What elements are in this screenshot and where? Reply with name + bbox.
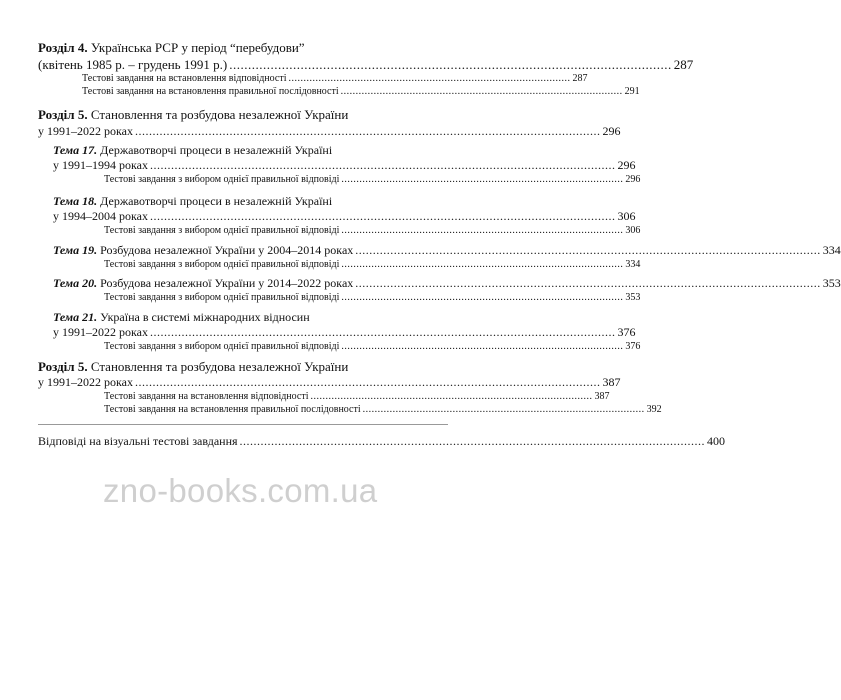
section-5b-test-1[interactable]: Тестові завдання на встановлення відповідності .............................................................................................. 387 bbox=[104, 391, 610, 402]
topic-18-test[interactable]: Тестові завдання з вибором однієї правильної відповіді .............................................................................................. 306 bbox=[104, 225, 641, 236]
topic-21-entry[interactable]: у 1991–2022 роках ..................................................................................................................................... 376 bbox=[53, 325, 636, 339]
topic-21-test[interactable]: Тестові завдання з вибором однієї правильної відповіді .............................................................................................. 376 bbox=[104, 341, 641, 352]
topic-19-entry[interactable]: Тема 19. Розбудова незалежної України у 2004–2014 роках ..................................................................................................................................... 334 bbox=[53, 243, 841, 257]
topic-20-entry[interactable]: Тема 20. Розбудова незалежної України у 2014–2022 роках ..................................................................................................................................... 353 bbox=[53, 276, 841, 290]
topic-18-heading: Тема 18. Державотворчі процеси в незалежній Україні bbox=[53, 194, 333, 208]
section-5b-heading: Розділ 5. Становлення та розбудова незалежної України bbox=[38, 359, 349, 374]
topic-17-heading: Тема 17. Державотворчі процеси в незалежній Україні bbox=[53, 143, 333, 157]
leader-dots: ...................................................................................................................... bbox=[229, 57, 672, 72]
answers-entry[interactable]: Відповіді на візуальні тестові завдання ..................................................................................................................................... 400 bbox=[38, 434, 726, 448]
section-5-heading: Розділ 5. Становлення та розбудова незалежної України bbox=[38, 107, 349, 122]
section-4-label: Розділ 4. bbox=[38, 40, 88, 55]
topic-17-entry[interactable]: у 1991–1994 роках ..................................................................................................................................... 296 bbox=[53, 158, 636, 172]
section-5b-test-2[interactable]: Тестові завдання на встановлення правильної послідовності .............................................................................................. 392 bbox=[104, 404, 662, 415]
section-4-test-2[interactable]: Тестові завдання на встановлення правильної послідовності .............................................................................................. 291 bbox=[82, 86, 640, 97]
topic-19-test[interactable]: Тестові завдання з вибором однієї правильної відповіді .............................................................................................. 334 bbox=[104, 259, 641, 270]
section-4-test-1[interactable]: Тестові завдання на встановлення відповідності .............................................................................................. 287 bbox=[82, 73, 588, 84]
section-5-entry[interactable]: у 1991–2022 роках ..................................................................................................................................... 296 bbox=[38, 124, 621, 138]
section-4-page: 287 bbox=[673, 57, 694, 72]
topic-18-entry[interactable]: у 1994–2004 роках ..................................................................................................................................... 306 bbox=[53, 209, 636, 223]
topic-21-heading: Тема 21. Україна в системі міжнародних відносин bbox=[53, 310, 310, 324]
section-4-entry[interactable] bbox=[38, 57, 694, 73]
watermark: zno-books.com.ua bbox=[103, 472, 378, 509]
section-4-dates: (квітень 1985 р. – грудень 1991 р.) bbox=[38, 57, 228, 72]
topic-17-test[interactable]: Тестові завдання з вибором однієї правильної відповіді .............................................................................................. 296 bbox=[104, 174, 641, 185]
divider bbox=[38, 424, 448, 425]
section-5b-entry[interactable]: у 1991–2022 роках ..................................................................................................................................... 387 bbox=[38, 375, 621, 389]
section-4-heading bbox=[38, 40, 305, 56]
section-4-title: Українська РСР у період “перебудови” bbox=[90, 40, 305, 55]
topic-20-test[interactable]: Тестові завдання з вибором однієї правильної відповіді .............................................................................................. 353 bbox=[104, 292, 641, 303]
